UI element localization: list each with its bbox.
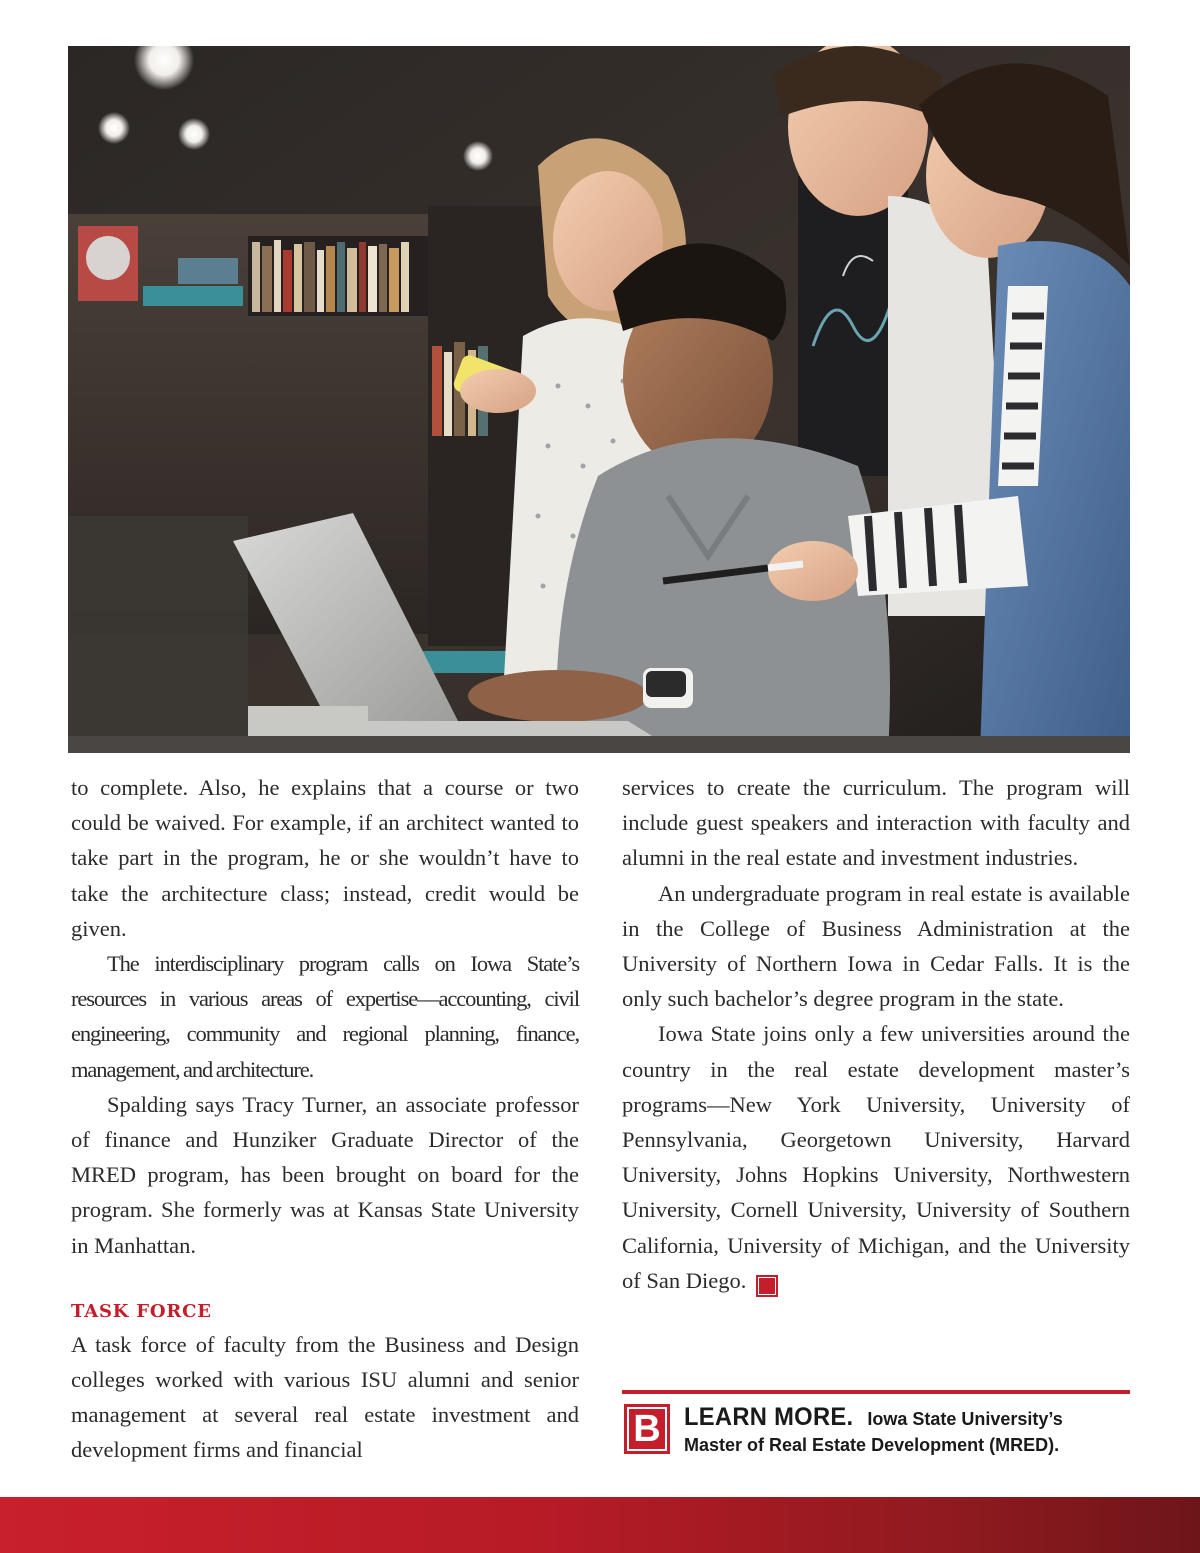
- learn-more-university: Iowa State University’s: [867, 1409, 1063, 1429]
- left-paragraph-1: to complete. Also, he explains that a course or two could be waived. For example, if an architect wanted to take part in the program, he or she wouldn’t have to take the architecture class; instead, credit would be given.: [71, 775, 579, 941]
- right-paragraph-1: services to create the curriculum. The program will include guest speakers and interaction with faculty and alumni in the real estate and investment industries.: [622, 775, 1130, 871]
- section-heading-task-force: TASK FORCE: [71, 1300, 212, 1322]
- task-force-paragraph: A task force of faculty from the Business and Design colleges worked with various ISU alumni and senior management at several real estate investment and development firms and financial: [71, 1331, 579, 1463]
- right-paragraph-3-text: Iowa State joins only a few universities around the country in the real estate development master’s programs—New York University, University of Pennsylvania, Georgetown University, Harvard University, Johns Hopkins University, Northwestern University, Cornell University, University of Southern California, University of Michigan, and the University of San Diego.: [622, 1021, 1130, 1293]
- learn-more-callout[interactable]: [684, 1404, 1124, 1458]
- learn-more-kicker: LEARN MORE.: [684, 1403, 854, 1431]
- left-paragraph-3: Spalding says Tracy Turner, an associate professor of finance and Hunziker Graduate Director of the MRED program, has been brought on board for the program. She formerly was at Kansas State University in Manhattan.: [71, 1091, 579, 1258]
- left-paragraph-2: The interdisciplinary program calls on Iowa State’s resources in various areas of expertise—accounting, civil engineering, community and regional planning, finance, management, and architecture.: [71, 951, 579, 1082]
- right-column: [622, 770, 1130, 1298]
- learn-more-logo: B: [624, 1404, 670, 1454]
- learn-more-line-1: [684, 1404, 1124, 1432]
- right-paragraph-3: [622, 1016, 1130, 1298]
- learn-more-program-name: Master of Real Estate Development (MRED).: [684, 1435, 1060, 1455]
- right-paragraph-2: An undergraduate program in real estate is available in the College of Business Administration at the University of Northern Iowa in Cedar Falls. It is the only such bachelor’s degree program in the state.: [622, 880, 1130, 1012]
- hero-photo: [68, 46, 1130, 753]
- left-column: [71, 770, 579, 1468]
- photo-illustration: [68, 46, 1130, 753]
- footer-band: [0, 1497, 1200, 1553]
- learn-more-rule: [622, 1390, 1130, 1394]
- end-of-article-mark: B: [756, 1275, 778, 1297]
